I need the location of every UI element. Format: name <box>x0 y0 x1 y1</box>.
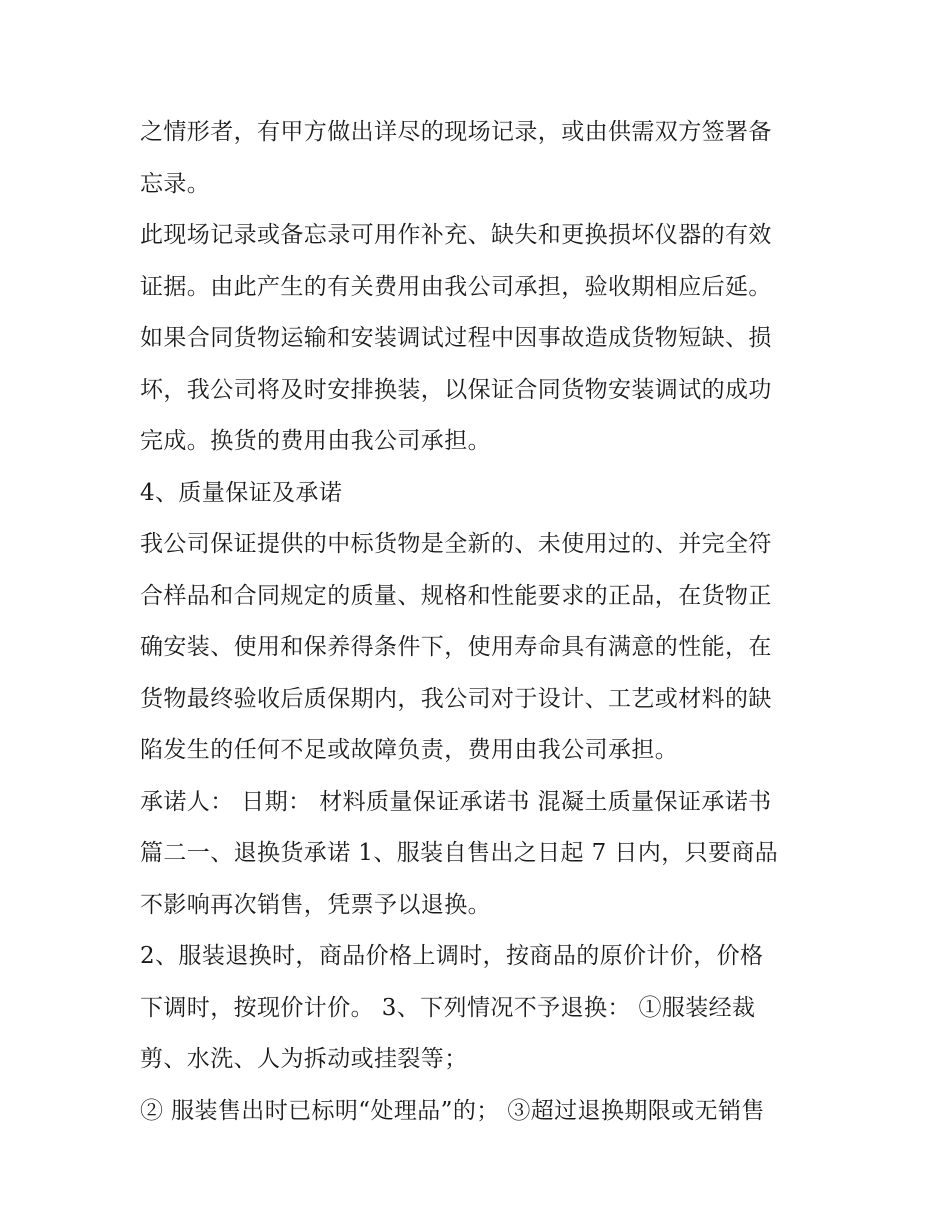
document-body <box>140 107 820 1137</box>
text-line: 篇二一、退换货承诺 1、服装自售出之日起 7 日内，只要商品 <box>140 840 779 866</box>
text-line: 下调时，按现价计价。 3、下列情况不予退换： ①服装经裁 <box>140 994 756 1021</box>
text-line: 忘录。 <box>140 170 211 197</box>
section-heading: 4、质量保证及承诺 <box>140 479 343 506</box>
text-line: 承诺人： 日期： 材料质量保证承诺书 混凝土质量保证承诺书 <box>140 788 772 815</box>
text-line: 之情形者，有甲方做出详尽的现场记录，或由供需双方签署备 <box>140 119 772 145</box>
text-line: 货物最终验收后质保期内，我公司对于设计、工艺或材料的缺 <box>140 685 772 712</box>
text-line: 2、服装退换时，商品价格上调时，按商品的原价计价，价格 <box>140 943 764 969</box>
text-line: ② 服装售出时已标明“处理品”的； ③超过退换期限或无销售 <box>140 1097 765 1124</box>
text-line: 合样品和合同规定的质量、规格和性能要求的正品，在货物正 <box>140 582 772 609</box>
text-line: 剪、水洗、人为拆动或挂裂等； <box>140 1046 468 1072</box>
text-line: 此现场记录或备忘录可用作补充、缺失和更换损坏仪器的有效 <box>140 222 772 248</box>
text-line: 证据。由此产生的有关费用由我公司承担，验收期相应后延。 <box>140 273 772 300</box>
text-line: 如果合同货物运输和安装调试过程中因事故造成货物短缺、损 <box>140 325 772 351</box>
text-line: 确安装、使用和保养得条件下，使用寿命具有满意的性能，在 <box>140 634 772 660</box>
text-line: 不影响再次销售，凭票予以退换。 <box>140 891 491 918</box>
text-line: 坏，我公司将及时安排换装，以保证合同货物安装调试的成功 <box>140 376 772 403</box>
text-line: 陷发生的任何不足或故障负责，费用由我公司承担。 <box>140 737 679 763</box>
text-line: 完成。换货的费用由我公司承担。 <box>140 428 491 454</box>
text-line: 我公司保证提供的中标货物是全新的、未使用过的、并完全符 <box>140 531 772 557</box>
